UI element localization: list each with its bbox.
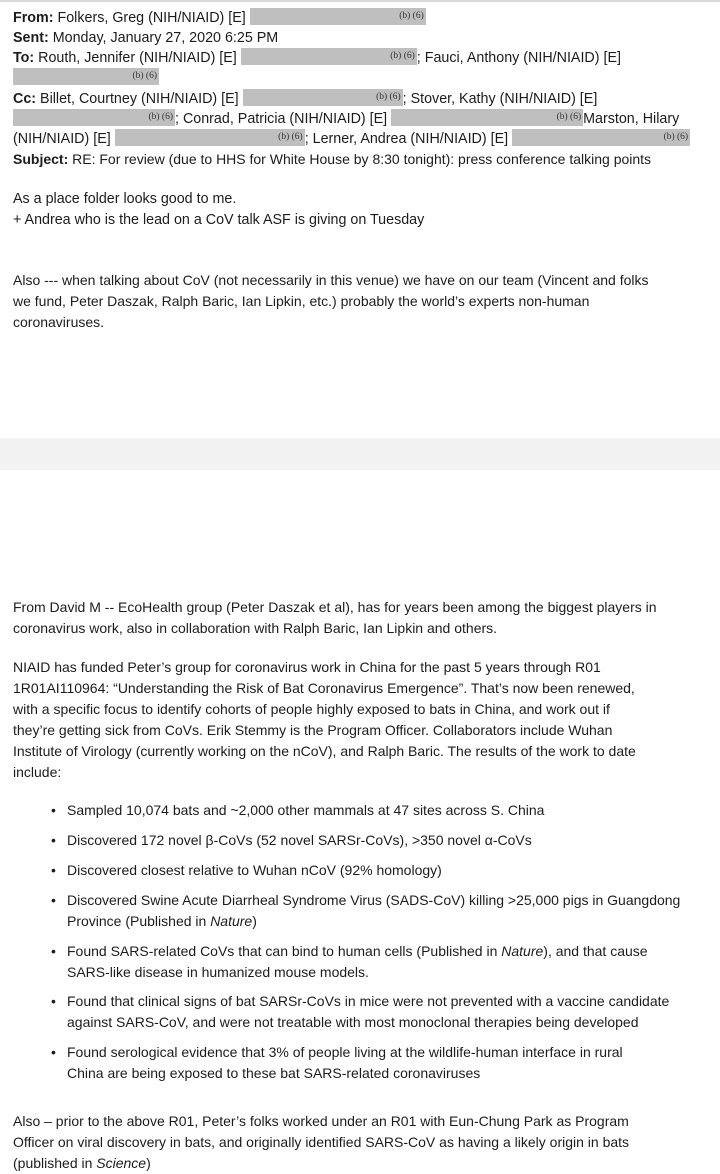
list-item <box>67 991 712 1033</box>
journal-name: Science <box>96 1155 147 1171</box>
text-span: Province (Published in <box>67 913 211 929</box>
text-line: against SARS-CoV, and were not treatable with most monoclonal therapies being developed <box>67 1014 639 1030</box>
niaid-para <box>13 657 713 783</box>
text-line: 1R01AI110964: “Understanding the Risk of Bat Coronavirus Emergence”. That’s now been renewed, <box>13 680 635 696</box>
text-span: Found SARS-related CoVs that can bind to human cells (Published in <box>67 943 502 959</box>
cc-recipient-3: ; Conrad, Patricia (NIH/NIAID) [E] <box>175 111 388 127</box>
redaction-box <box>13 68 159 85</box>
email-header-page <box>0 0 720 438</box>
subject-label: Subject: <box>13 151 69 167</box>
redaction-tag: (b) (6) <box>148 112 173 122</box>
david-para <box>13 597 713 639</box>
list-item <box>67 1042 712 1084</box>
text-line: Institute of Virology (currently working on the nCoV), and Ralph Baric. The results of the work to date <box>13 743 636 759</box>
text-line: + Andrea who is the lead on a CoV talk ASF is giving on Tuesday <box>13 212 425 228</box>
text-line: coronaviruses. <box>13 314 105 330</box>
redaction-tag: (b) (6) <box>376 92 401 102</box>
list-item <box>67 890 712 932</box>
from-value: Folkers, Greg (NIH/NIAID) [E] <box>57 10 246 26</box>
text-line: • Sampled 10,074 bats and ~2,000 other mammals at 47 sites across S. China <box>67 802 545 818</box>
to-label: To: <box>13 50 35 66</box>
from-label: From: <box>13 10 54 26</box>
cc-recipient-5: (NIH/NIAID) [E] <box>13 131 111 147</box>
sent-label: Sent: <box>13 30 49 46</box>
text-line <box>67 911 712 932</box>
page-gap <box>0 438 720 470</box>
text-line: NIAID has funded Peter’s group for coronavirus work in China for the past 5 years through R01 <box>13 659 601 675</box>
redaction-tag: (b) (6) <box>132 71 157 81</box>
cc-recipient-6: ; Lerner, Andrea (NIH/NIAID) [E] <box>304 131 509 147</box>
cc-recipient-1: Billet, Courtney (NIH/NIAID) [E] <box>40 91 239 107</box>
cc-line-2 <box>13 109 679 130</box>
text-line <box>13 1153 713 1174</box>
list-item <box>67 830 712 851</box>
top-divider <box>0 0 720 2</box>
text-line: coronavirus work, also in collaboration with Ralph Baric, Ian Lipkin and others. <box>13 620 498 636</box>
list-item <box>67 941 712 983</box>
text-line: SARS-like disease in humanized mouse models. <box>67 964 369 980</box>
list-item <box>67 800 712 821</box>
from-line <box>13 8 426 29</box>
prior-para <box>13 1111 713 1174</box>
text-span: ), and that cause <box>543 943 648 959</box>
redaction-box <box>115 129 305 146</box>
text-span: (published in <box>13 1155 97 1171</box>
text-line: with a specific focus to identify cohorts of people highly exposed to bats in China, and work out if <box>13 701 610 717</box>
text-line: • Discovered 172 novel β-CoVs (52 novel SARSr-CoVs), >350 novel α-CoVs <box>67 832 532 848</box>
text-line: • Discovered closest relative to Wuhan nCoV (92% homology) <box>67 862 442 878</box>
to-recipient-1: Routh, Jennifer (NIH/NIAID) [E] <box>38 50 237 66</box>
reply-para-2 <box>13 270 713 333</box>
text-line <box>67 941 712 962</box>
redaction-tag: (b) (6) <box>278 132 303 142</box>
redaction-tag: (b) (6) <box>663 132 689 142</box>
text-line: Also --- when talking about CoV (not necessarily in this venue) we have on our team (Vincent and folks <box>13 272 649 288</box>
text-line: • Found that clinical signs of bat SARSr-CoVs in mice were not prevented with a vaccine candidate <box>67 993 670 1009</box>
redaction-tag: (b) (6) <box>399 11 424 21</box>
redaction-tag: (b) (6) <box>390 51 415 61</box>
redaction-box <box>512 129 690 146</box>
text-span: ) <box>252 913 257 929</box>
text-line: they’re getting sick from CoVs. Erik Stemmy is the Program Officer. Collaborators include Wuhan <box>13 722 613 738</box>
cc-label: Cc: <box>13 91 37 107</box>
redaction-tag: (b) (6) <box>556 112 582 122</box>
cc-recipient-2: ; Stover, Kathy (NIH/NIAID) [E] <box>402 91 598 107</box>
subject-line <box>13 149 651 170</box>
redaction-box <box>243 89 403 106</box>
text-line: China are being exposed to these bat SARS-related coronaviruses <box>67 1065 481 1081</box>
redaction-box <box>13 109 175 126</box>
email-body-page <box>0 470 720 1174</box>
sent-line <box>13 28 278 49</box>
text-span: ) <box>146 1155 151 1171</box>
reply-para-1 <box>13 189 713 231</box>
text-line: From David M -- EcoHealth group (Peter Daszak et al), has for years been among the biggest players in <box>13 599 657 615</box>
redaction-box <box>241 48 417 65</box>
to-recipient-2: ; Fauci, Anthony (NIH/NIAID) [E] <box>416 50 621 66</box>
list-item <box>67 860 712 881</box>
text-line: As a place folder looks good to me. <box>13 191 237 207</box>
subject-value: RE: For review (due to HHS for White House by 8:30 tonight): press conference talking points <box>72 151 652 167</box>
cc-recipient-4: Marston, Hilary <box>583 111 680 127</box>
to-line <box>13 48 621 69</box>
to-line-cont <box>13 68 159 89</box>
text-line: • Discovered Swine Acute Diarrheal Syndrome Virus (SADS-CoV) killing >25,000 pigs in Guangdong <box>67 892 681 908</box>
journal-name: Nature <box>501 943 544 959</box>
text-line: Also – prior to the above R01, Peter’s folks worked under an R01 with Eun-Chung Park as Program <box>13 1113 629 1129</box>
text-line: we fund, Peter Daszak, Ralph Baric, Ian Lipkin, etc.) probably the world’s experts non-human <box>13 293 590 309</box>
cc-line <box>13 89 597 110</box>
sent-value: Monday, January 27, 2020 6:25 PM <box>52 30 279 46</box>
redaction-box <box>250 8 426 25</box>
journal-name: Nature <box>210 913 253 929</box>
redaction-box <box>391 109 583 126</box>
text-line: • Found serological evidence that 3% of people living at the wildlife-human interface in rural <box>67 1044 623 1060</box>
cc-line-3 <box>13 129 690 150</box>
text-line: include: <box>13 764 62 780</box>
text-line: Officer on viral discovery in bats, and originally identified SARS-CoV as having a likely origin in bats <box>13 1134 630 1150</box>
